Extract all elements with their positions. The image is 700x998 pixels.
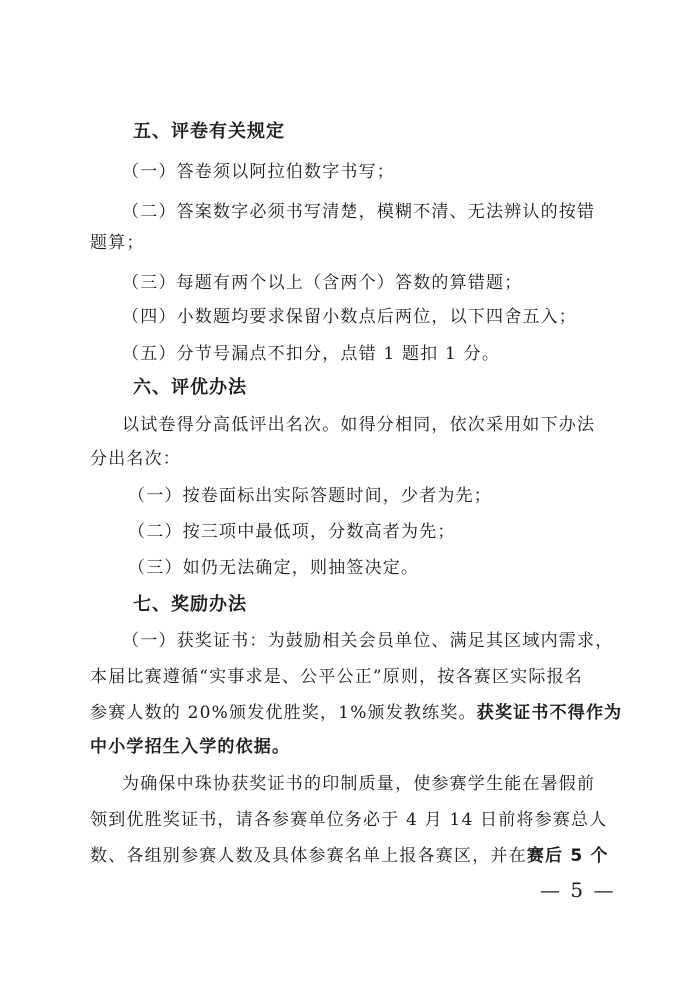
section5-item-1: （一）答卷须以阿拉伯数字书写；: [122, 162, 395, 182]
section7-paragraph-2-line-1: 为确保中珠协获奖证书的印制质量，使参赛学生能在暑假前: [122, 774, 596, 794]
section5-item-4: （四）小数题均要求保留小数点后两位，以下四舍五入；: [122, 307, 577, 327]
section-heading-6: 六、评优办法: [133, 377, 247, 398]
section5-item-2-continued: 题算；: [90, 233, 145, 253]
section6-item-1: （一）按卷面标出实际答题时间，少者为先；: [128, 486, 492, 506]
section-heading-7: 七、奖励办法: [133, 594, 247, 615]
section7-paragraph-1-line-3-text: 参赛人数的 20%颁发优胜奖，1%颁发教练奖。: [90, 703, 477, 723]
section7-paragraph-2-line-3: [90, 844, 609, 868]
section7-bold-notice: 获奖证书不得作为: [476, 703, 623, 723]
section5-item-5: （五）分节号漏点不扣分，点错 1 题扣 1 分。: [122, 344, 501, 364]
section7-paragraph-1-line-1: （一）获奖证书：为鼓励相关会员单位、满足其区域内需求，: [122, 631, 614, 651]
section6-item-2: （二）按三项中最低项，分数高者为先；: [128, 522, 456, 542]
section5-item-3: （三）每题有两个以上（含两个）答数的算错题；: [122, 273, 523, 293]
section7-paragraph-1-line-3: [90, 701, 622, 725]
section6-intro-line-2: 分出名次：: [90, 449, 181, 469]
section7-bold-deadline: 赛后 5 个: [526, 846, 609, 866]
section-heading-5: 五、评卷有关规定: [133, 121, 285, 142]
section5-item-2: （二）答案数字必须书写清楚，模糊不清、无法辨认的按错: [122, 202, 596, 222]
section6-item-3: （三）如仍无法确定，则抽签决定。: [128, 558, 420, 578]
page-number: — 5 —: [540, 878, 616, 902]
section7-paragraph-1-line-2: 本届比赛遵循“实事求是、公平公正”原则，按各赛区实际报名: [90, 667, 583, 687]
section7-paragraph-2-line-2: 领到优胜奖证书，请各参赛单位务必于 4 月 14 日前将参赛总人: [90, 810, 608, 830]
section7-paragraph-2-line-3-text: 数、各组别参赛人数及具体参赛名单上报各赛区，并在: [90, 846, 527, 866]
section7-bold-notice-continued: 中小学招生入学的依据。: [90, 737, 291, 757]
section6-intro-line-1: 以试卷得分高低评出名次。如得分相同，依次采用如下办法: [122, 415, 596, 435]
